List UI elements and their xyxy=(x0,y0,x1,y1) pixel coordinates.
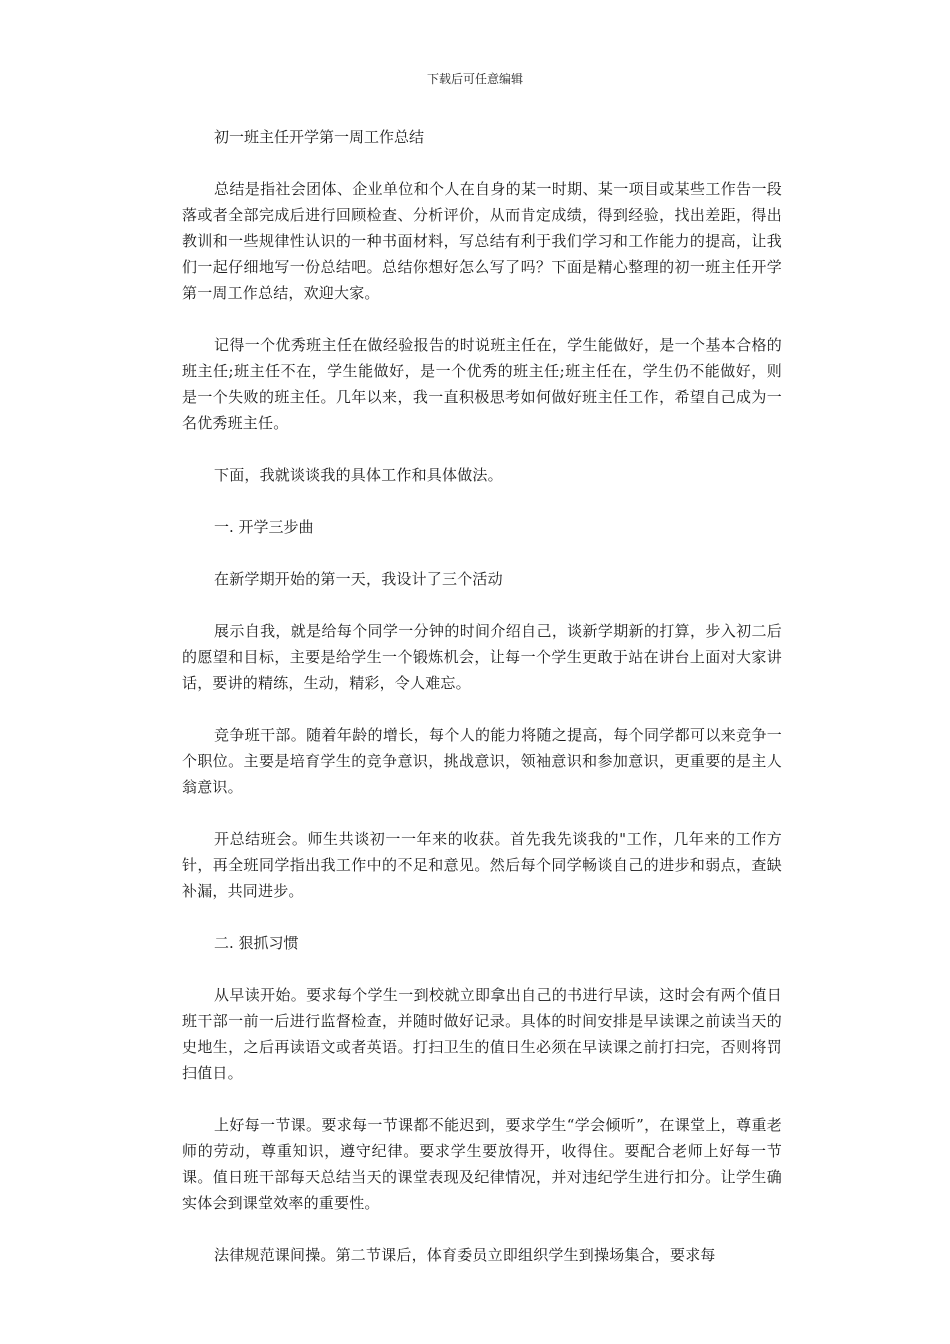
section-heading-1: 一. 开学三步曲 xyxy=(214,518,314,536)
paragraph-class-cadre: 竞争班干部。随着年龄的增长，每个人的能力将随之提高，每个同学都可以来竞争一个职位。主要是培育学生的竞争意识，挑战意识，领袖意识和参加意识，更重要的是主人翁意识。 xyxy=(182,726,782,796)
paragraph-self-introduction: 展示自我，就是给每个同学一分钟的时间介绍自己，谈新学期新的打算，步入初二后的愿望和目标，主要是给学生一个锻炼机会，让每一个学生更敢于站在讲台上面对大家讲话，要讲的精练，生动，精彩，令人难忘。 xyxy=(182,622,782,692)
paragraph-intro: 总结是指社会团体、企业单位和个人在自身的某一时期、某一项目或某些工作告一段落或者全部完成后进行回顾检查、分析评价，从而肯定成绩，得到经验，找出差距，得出教训和一些规律性认识的一种书面材料，写总结有利于我们学习和工作能力的提高，让我们一起仔细地写一份总结吧。总结你想好怎么写了吗？下面是精心整理的初一班主任开学第一周工作总结，欢迎大家。 xyxy=(182,180,782,302)
paragraph-every-class: 上好每一节课。要求每一节课都不能迟到，要求学生“学会倾听”，在课堂上，尊重老师的劳动，尊重知识，遵守纪律。要求学生要放得开，收得住。要配合老师上好每一节课。值日班干部每天总结当天的课堂表现及纪律情况，并对违纪学生进行扣分。让学生确实体会到课堂效率的重要性。 xyxy=(182,1116,782,1212)
document-body xyxy=(182,124,782,1294)
paragraph-morning-reading: 从早读开始。要求每个学生一到校就立即拿出自己的书进行早读，这时会有两个值日班干部一前一后进行监督检查，并随时做好记录。具体的时间安排是早读课之前读当天的史地生，之后再读语文或者英语。打扫卫生的值日生必须在早读课之前打扫完，否则将罚扫值日。 xyxy=(182,986,782,1082)
paragraph-summary-meeting: 开总结班会。师生共谈初一一年来的收获。首先我先谈我的"工作，几年来的工作方针，再全班同学指出我工作中的不足和意见。然后每个同学畅谈自己的进步和弱点，查缺补漏，共同进步。 xyxy=(182,830,782,900)
paragraph-experience: 记得一个优秀班主任在做经验报告的时说班主任在，学生能做好，是一个基本合格的班主任;班主任不在，学生能做好，是一个优秀的班主任;班主任在，学生仍不能做好，则是一个失败的班主任。几年以来，我一直积极思考如何做好班主任工作，希望自己成为一名优秀班主任。 xyxy=(182,336,782,432)
paragraph-transition: 下面，我就谈谈我的具体工作和具体做法。 xyxy=(214,466,503,484)
document-title: 初一班主任开学第一周工作总结 xyxy=(214,128,425,146)
paragraph-exercise: 法律规范课间操。第二节课后，体育委员立即组织学生到操场集合，要求每 xyxy=(214,1246,716,1264)
paragraph-activities-intro: 在新学期开始的第一天，我设计了三个活动 xyxy=(214,570,503,588)
header-note: 下载后可任意编辑 xyxy=(426,72,523,86)
section-heading-2: 二. 狠抓习惯 xyxy=(214,934,299,952)
